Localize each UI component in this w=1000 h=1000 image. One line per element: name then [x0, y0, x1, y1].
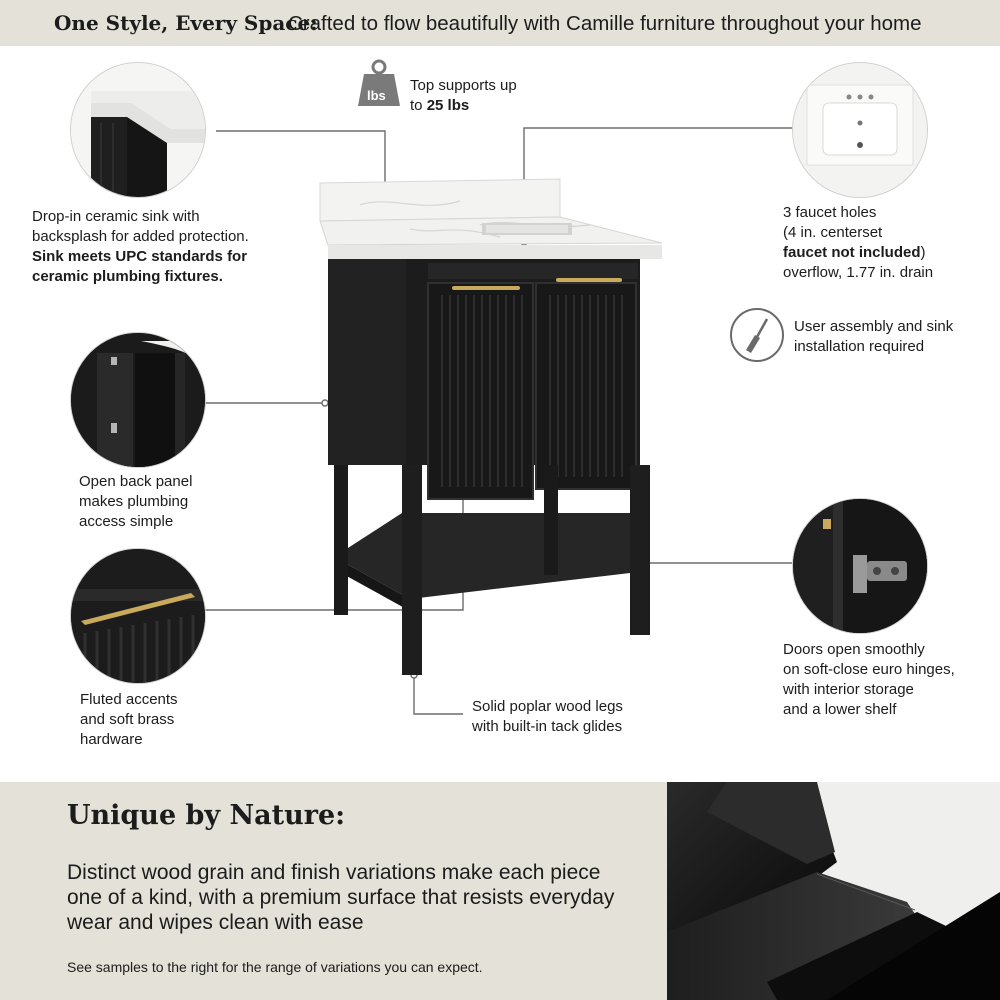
banner-lead: One Style, Every Space: [54, 11, 318, 35]
fluted-callout-line-3: hardware [80, 731, 143, 748]
sink-callout [32, 207, 249, 287]
weight-line-1: Top supports up [410, 77, 517, 94]
vanity-illustration [300, 165, 680, 685]
back-panel-callout [79, 472, 192, 532]
doors-callout-line-4: and a lower shelf [783, 701, 897, 718]
weight-icon-label: lbs [367, 88, 386, 103]
sink-callout-line-2: backsplash for added protection. [32, 228, 249, 245]
legs-callout [472, 697, 623, 737]
doors-callout [783, 640, 955, 720]
faucet-callout-line-1: 3 faucet holes [783, 204, 877, 221]
unique-title: Unique by Nature: [67, 800, 346, 831]
assembly-callout [794, 317, 953, 357]
legs-callout-line-2: with built-in tack glides [472, 718, 623, 735]
open-back-panel-photo [70, 332, 206, 468]
sink-corner-detail-photo [70, 62, 206, 198]
faucet-callout [783, 203, 933, 283]
faucet-callout-line-2: (4 in. centerset [783, 224, 883, 241]
euro-hinge-photo [792, 498, 928, 634]
unique-note: See samples to the right for the range of variations you can expect. [67, 959, 483, 975]
weight-line-2: to 25 lbs [410, 97, 470, 114]
finish-samples-photo [667, 782, 1000, 1000]
back-panel-callout-line-1: Open back panel [79, 473, 193, 490]
faucet-callout-line-3: faucet not included) [783, 244, 926, 261]
doors-callout-line-3: with interior storage [783, 681, 914, 698]
fluted-callout-line-2: and soft brass [80, 711, 175, 728]
fluted-callout [80, 690, 178, 750]
weight-value: 25 lbs [426, 97, 470, 114]
banner-text: Crafted to flow beautifully with Camille furniture throughout your home [288, 12, 922, 35]
fluted-callout-line-1: Fluted accents [80, 691, 178, 708]
assembly-callout-line-1: User assembly and sink [794, 318, 954, 335]
sink-callout-line-1: Drop-in ceramic sink with [32, 208, 200, 225]
sink-callout-bold-1: Sink meets UPC standards for [32, 248, 248, 265]
assembly-callout-line-2: installation required [794, 338, 925, 355]
doors-callout-line-2: on soft-close euro hinges, [783, 661, 955, 678]
faucet-callout-line-4: overflow, 1.77 in. drain [783, 264, 934, 281]
cabinet-doors [428, 278, 636, 499]
fluted-brass-handle-photo [70, 548, 206, 684]
legs-callout-line-1: Solid poplar wood legs [472, 698, 623, 715]
weight-callout [410, 76, 517, 116]
sink-callout-bold-2: ceramic plumbing fixtures. [32, 268, 223, 285]
doors-callout-line-1: Doors open smoothly [783, 641, 925, 658]
sink-top-view-photo [792, 62, 928, 198]
screwdriver-icon [729, 307, 785, 363]
back-panel-callout-line-3: access simple [79, 513, 174, 530]
back-panel-callout-line-2: makes plumbing [79, 493, 189, 510]
unique-body: Distinct wood grain and finish variations make each piece one of a kind, with a premium surface that resists everyday wear and wipes clean with ease [67, 861, 615, 934]
